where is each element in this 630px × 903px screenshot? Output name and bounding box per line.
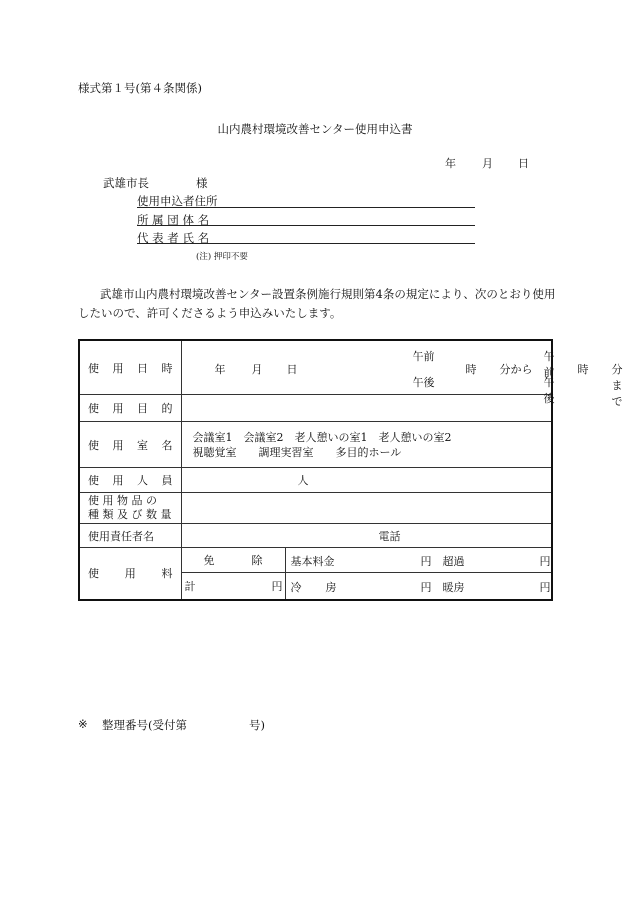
fee-basic-label: 基本料金	[290, 554, 335, 568]
addressee-name: 武雄市長	[103, 176, 149, 190]
footer-suffix: 号)	[249, 718, 265, 732]
row-datetime	[79, 340, 552, 395]
label-char: 名	[161, 438, 173, 452]
label-char: 日	[137, 361, 148, 375]
applicant-org-line[interactable]	[137, 225, 475, 226]
form-number: 様式第１号(第４条関係)	[78, 81, 202, 95]
applicant-rep-label: 代 表 者 氏 名	[137, 231, 210, 245]
manager-phone: 電話	[378, 529, 401, 543]
label-char: 使	[88, 438, 99, 452]
fee-heating-label: 暖房	[442, 581, 465, 595]
value-items[interactable]	[181, 493, 552, 524]
row-fee-top	[79, 548, 552, 573]
value-rooms[interactable]	[181, 422, 552, 468]
row-people	[79, 468, 552, 493]
application-table	[78, 339, 623, 601]
dt-pm1: 午後	[412, 376, 435, 389]
addressee-honorific: 様	[196, 176, 208, 190]
label-char: 使	[88, 567, 99, 581]
applicant-rep-line[interactable]	[137, 243, 475, 244]
fee-cooling-2: 房	[325, 581, 337, 595]
date-month: 月	[482, 157, 493, 170]
label-purpose	[79, 395, 181, 422]
dt-year: 年	[214, 363, 226, 376]
footer-text: 整理番号(受付第	[102, 718, 187, 732]
fee-total[interactable]	[181, 573, 285, 600]
applicant-address-label: 使用申込者住所	[137, 194, 218, 208]
footer-mark: ※	[78, 717, 88, 731]
dt-am2: 午前	[543, 350, 555, 379]
rooms-line-1[interactable]: 会議室1 会議室2 老人憩いの室1 老人憩いの室2	[192, 430, 452, 444]
label-char: 室	[137, 438, 148, 452]
label-manager: 使用責任者名	[79, 524, 181, 548]
label-char: 使	[88, 361, 99, 375]
label-char: 料	[161, 567, 173, 581]
label-char: 除	[251, 554, 263, 567]
row-items	[79, 493, 552, 524]
applicant-org-label: 所 属 団 体 名	[137, 213, 210, 227]
label-char: 用	[124, 567, 136, 581]
row-rooms	[79, 422, 552, 468]
label-people	[79, 468, 181, 493]
label-char: 免	[203, 554, 215, 567]
row-purpose	[79, 395, 552, 422]
date-year: 年	[445, 157, 456, 170]
dt-pm2: 午後	[543, 376, 555, 405]
form-title: 山内農村環境改善センター使用申込書	[217, 122, 413, 136]
label-char: 目	[137, 402, 148, 415]
fee-total-yen: 円	[271, 579, 283, 593]
dt-until: 分まで	[611, 363, 623, 408]
date-day: 日	[518, 157, 529, 170]
items-label-2: 種 類 及 び 数 量	[88, 508, 172, 521]
seal-note: (注) 押印不要	[196, 252, 248, 262]
row-manager	[79, 524, 552, 548]
fee-basic-yen: 円	[420, 554, 432, 568]
value-datetime[interactable]	[181, 340, 623, 408]
fee-excess-yen: 円	[539, 554, 551, 568]
label-char: 用	[112, 361, 124, 375]
body-text: 武雄市山内農村環境改善センター設置条例施行規則第4条の規定により、次のとおり使用したいので、許可くださるよう申込みいたします。	[78, 287, 556, 320]
value-purpose[interactable]	[181, 395, 552, 422]
dt-month: 月	[251, 363, 263, 376]
label-char: 用	[112, 438, 124, 452]
dt-hour2: 時	[577, 363, 589, 376]
fee-excess-label: 超過	[442, 554, 465, 568]
label-fee	[79, 548, 181, 600]
dt-from: 分から	[499, 363, 533, 376]
items-label-1: 使 用 物 品 の	[88, 494, 157, 507]
fee-cooling-cell[interactable]	[285, 573, 552, 600]
label-char: 時	[161, 361, 173, 375]
label-datetime	[79, 340, 181, 395]
applicant-address-line[interactable]	[137, 207, 475, 208]
label-char: 用	[112, 402, 124, 415]
label-char: 的	[161, 402, 173, 415]
fee-total-label: 計	[184, 579, 196, 593]
value-manager[interactable]	[181, 524, 552, 548]
label-rooms	[79, 422, 181, 468]
fee-heating-yen: 円	[539, 581, 551, 595]
rooms-line-2[interactable]: 視聴覚室 調理実習室 多目的ホール	[192, 445, 402, 459]
value-people[interactable]	[181, 468, 552, 493]
fee-cooling-yen: 円	[420, 581, 432, 595]
dt-day: 日	[286, 363, 298, 376]
label-char: 用	[112, 474, 124, 487]
dt-hour1: 時	[465, 363, 477, 376]
fee-exempt[interactable]	[181, 548, 285, 573]
fee-basic-cell[interactable]	[285, 548, 552, 573]
dt-am1: 午前	[412, 350, 435, 363]
label-char: 使	[88, 402, 99, 415]
label-char: 人	[137, 474, 148, 487]
people-unit: 人	[297, 474, 309, 487]
label-char: 員	[161, 474, 173, 487]
label-char: 使	[88, 474, 99, 487]
label-items	[79, 493, 181, 524]
fee-cooling-1: 冷	[290, 581, 302, 595]
